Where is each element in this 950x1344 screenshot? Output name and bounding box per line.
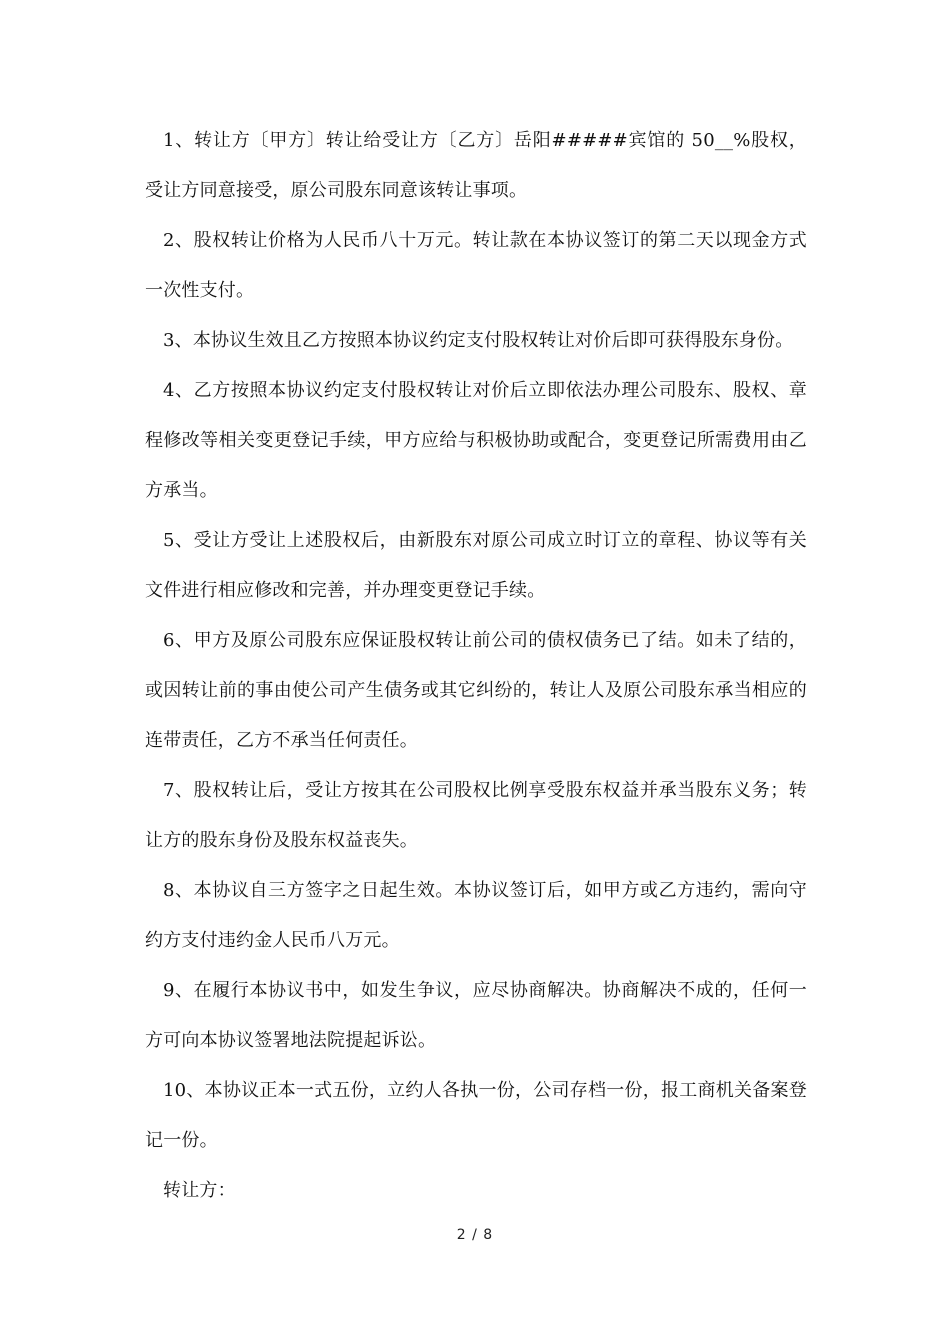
clause-6: 6、甲方及原公司股东应保证股权转让前公司的债权债务已了结。如未了结的，或因转让前的事由使公司产生债务或其它纠纷的，转让人及原公司股东承当相应的连带责任，乙方不承当任何责任。 (145, 630, 807, 751)
clause-5: 5、受让方受让上述股权后，由新股东对原公司成立时订立的章程、协议等有关文件进行相应修改和完善，并办理变更登记手续。 (145, 530, 807, 601)
clause-9: 9、在履行本协议书中，如发生争议，应尽协商解决。协商解决不成的，任何一方可向本协议签署地法院提起诉讼。 (145, 980, 807, 1051)
clause-2: 2、股权转让价格为人民币八十万元。转让款在本协议签订的第二天以现金方式一次性支付。 (145, 230, 807, 301)
clause-10: 10、本协议正本一式五份，立约人各执一份，公司存档一份，报工商机关备案登记一份。 (145, 1080, 807, 1151)
clause-8: 8、本协议自三方签字之日起生效。本协议签订后，如甲方或乙方违约，需向守约方支付违约金人民币八万元。 (145, 880, 807, 951)
transferor-signature-label: 转让方： (163, 1180, 236, 1201)
agreement-body (145, 116, 807, 1216)
clause-7: 7、股权转让后，受让方按其在公司股权比例享受股东权益并承当股东义务；转让方的股东身份及股东权益丧失。 (145, 780, 807, 851)
page-number: 2 / 8 (456, 1227, 494, 1243)
clause-4: 4、乙方按照本协议约定支付股权转让对价后立即依法办理公司股东、股权、章程修改等相关变更登记手续，甲方应给与积极协助或配合，变更登记所需费用由乙方承当。 (145, 380, 807, 501)
clause-1: 1、转让方〔甲方〕转让给受让方〔乙方〕岳阳#####宾馆的 50__%股权，受让方同意接受，原公司股东同意该转让事项。 (145, 130, 807, 201)
clause-3: 3、本协议生效且乙方按照本协议约定支付股权转让对价后即可获得股东身份。 (163, 330, 794, 351)
